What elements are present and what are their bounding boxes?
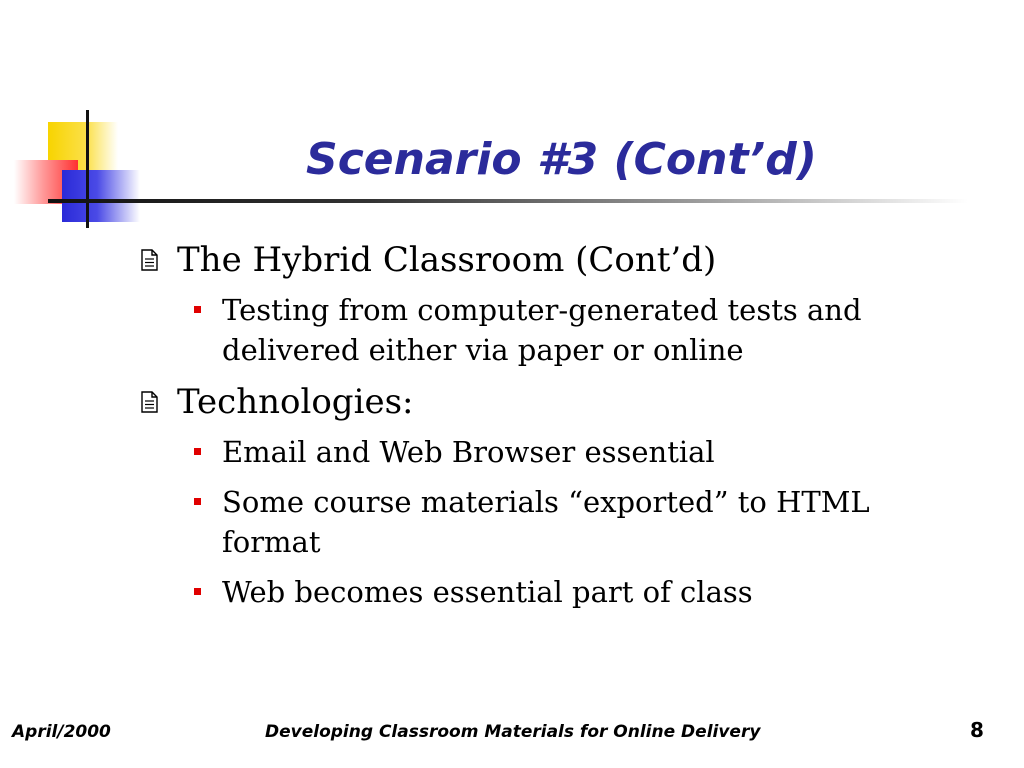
square-bullet-icon <box>194 588 201 595</box>
document-icon <box>140 249 160 271</box>
bullet-item <box>140 380 920 424</box>
slide-logo <box>0 0 140 240</box>
sub-bullet-item <box>140 482 920 562</box>
logo-blue-square <box>62 170 140 222</box>
sub-bullet-text: Web becomes essential part of class <box>222 575 753 609</box>
title-underline <box>48 199 968 203</box>
bullet-text: Technologies: <box>177 382 414 422</box>
page-number: 8 <box>970 718 984 742</box>
sub-bullet-item <box>140 572 920 612</box>
sub-bullet-item <box>140 432 920 472</box>
logo-vertical-line <box>86 110 89 228</box>
sub-bullet-text: Some course materials “exported” to HTML format <box>222 485 870 559</box>
slide-title: Scenario #3 (Cont’d) <box>306 134 817 185</box>
sub-bullet-text: Testing from computer-generated tests and delivered either via paper or online <box>222 293 862 367</box>
bullet-item <box>140 238 920 282</box>
slide-body <box>140 238 920 622</box>
document-icon <box>140 391 160 413</box>
sub-bullet-text: Email and Web Browser essential <box>222 435 715 469</box>
square-bullet-icon <box>194 448 201 455</box>
footer-title: Developing Classroom Materials for Online Delivery <box>265 722 761 742</box>
bullet-text: The Hybrid Classroom (Cont’d) <box>177 240 717 280</box>
sub-bullet-item <box>140 290 920 370</box>
square-bullet-icon <box>194 306 201 313</box>
footer-date: April/2000 <box>12 722 111 742</box>
square-bullet-icon <box>194 498 201 505</box>
